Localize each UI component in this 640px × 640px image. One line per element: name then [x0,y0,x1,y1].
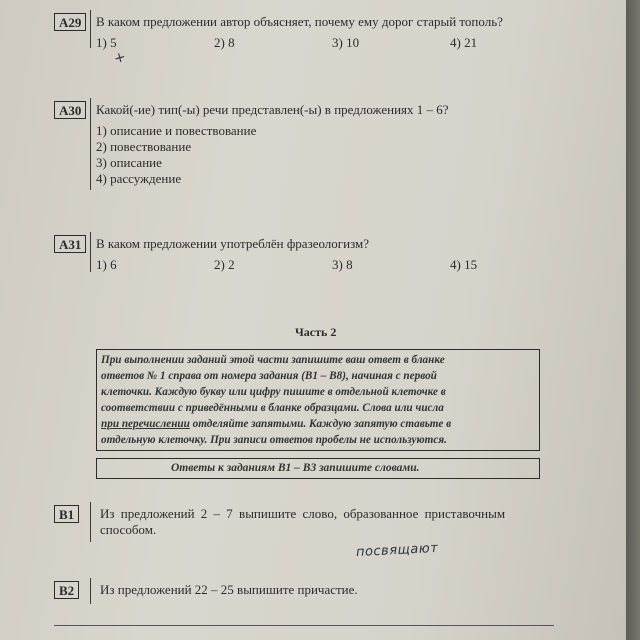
handwritten-answer: посвящают [355,540,439,561]
task-b1-question-line-2: способом. [100,522,157,537]
task-divider [90,502,91,542]
task-a29-option-2: 2) 8 [214,35,235,50]
task-label-b1: B1 [54,505,79,523]
task-a31-option-3: 3) 8 [332,257,353,272]
task-a29-question: В каком предложении автор объясняет, почему ему дорог старый тополь? [96,14,503,29]
page-edge-shadow [626,0,640,640]
task-divider [90,232,91,272]
task-label-b2: B2 [54,581,79,599]
part-title: Часть 2 [295,325,337,339]
bottom-rule [54,625,554,626]
task-a31-option-1: 1) 6 [96,257,117,272]
task-a30-option-1: 1) описание и повествование [96,123,257,138]
task-b2-question: Из предложений 22 – 25 выпишите причастие. [100,582,358,597]
instructions-line: соответствии с приведёнными в бланке образцами. Слова или числа [101,402,444,414]
task-divider [90,10,91,48]
task-divider [90,578,91,604]
instructions-line: отдельную клеточку. При записи ответов пробелы не используются. [101,434,447,446]
task-a30-option-3: 3) описание [96,155,162,170]
answers-note: Ответы к заданиям В1 – В3 запишите словами. [171,462,420,474]
handwritten-mark: + [112,48,129,68]
task-divider [90,98,91,190]
instructions-line: При выполнении заданий этой части запишите ваш ответ в бланке [101,354,445,366]
instructions-line [101,418,451,430]
instructions-line: клеточки. Каждую букву или цифру пишите в отдельной клеточке в [101,386,446,398]
task-b1-question-line-1: Из предложений 2 – 7 выпишите слово, образованное приставочным [100,506,506,521]
task-a29-option-3: 3) 10 [332,35,360,50]
task-a31-option-2: 2) 2 [214,257,235,272]
task-a30-question: Какой(-ие) тип(-ы) речи представлен(-ы) в предложениях 1 – 6? [96,102,449,117]
task-a29-option-4: 4) 21 [450,35,478,50]
task-a30-option-2: 2) повествование [96,139,192,154]
task-a31-question: В каком предложении употреблён фразеологизм? [96,236,370,251]
task-label-a31: A31 [54,235,86,253]
task-label-a30: A30 [54,101,86,119]
instructions-line: ответов № 1 справа от номера задания (В1 – В8), начиная с первой [101,370,437,382]
answers-note-box [96,458,540,479]
instructions-box [96,349,540,451]
task-a31-option-4: 4) 15 [450,257,478,272]
task-label-a29: A29 [54,13,86,31]
instructions-line-rest: отделяйте запятыми. Каждую запятую ставьте в [189,418,452,430]
task-a30-option-4: 4) рассуждение [96,171,182,186]
instructions-underlined-phrase: при перечислении [101,418,190,430]
task-a29-option-1: 1) 5 [96,35,117,50]
